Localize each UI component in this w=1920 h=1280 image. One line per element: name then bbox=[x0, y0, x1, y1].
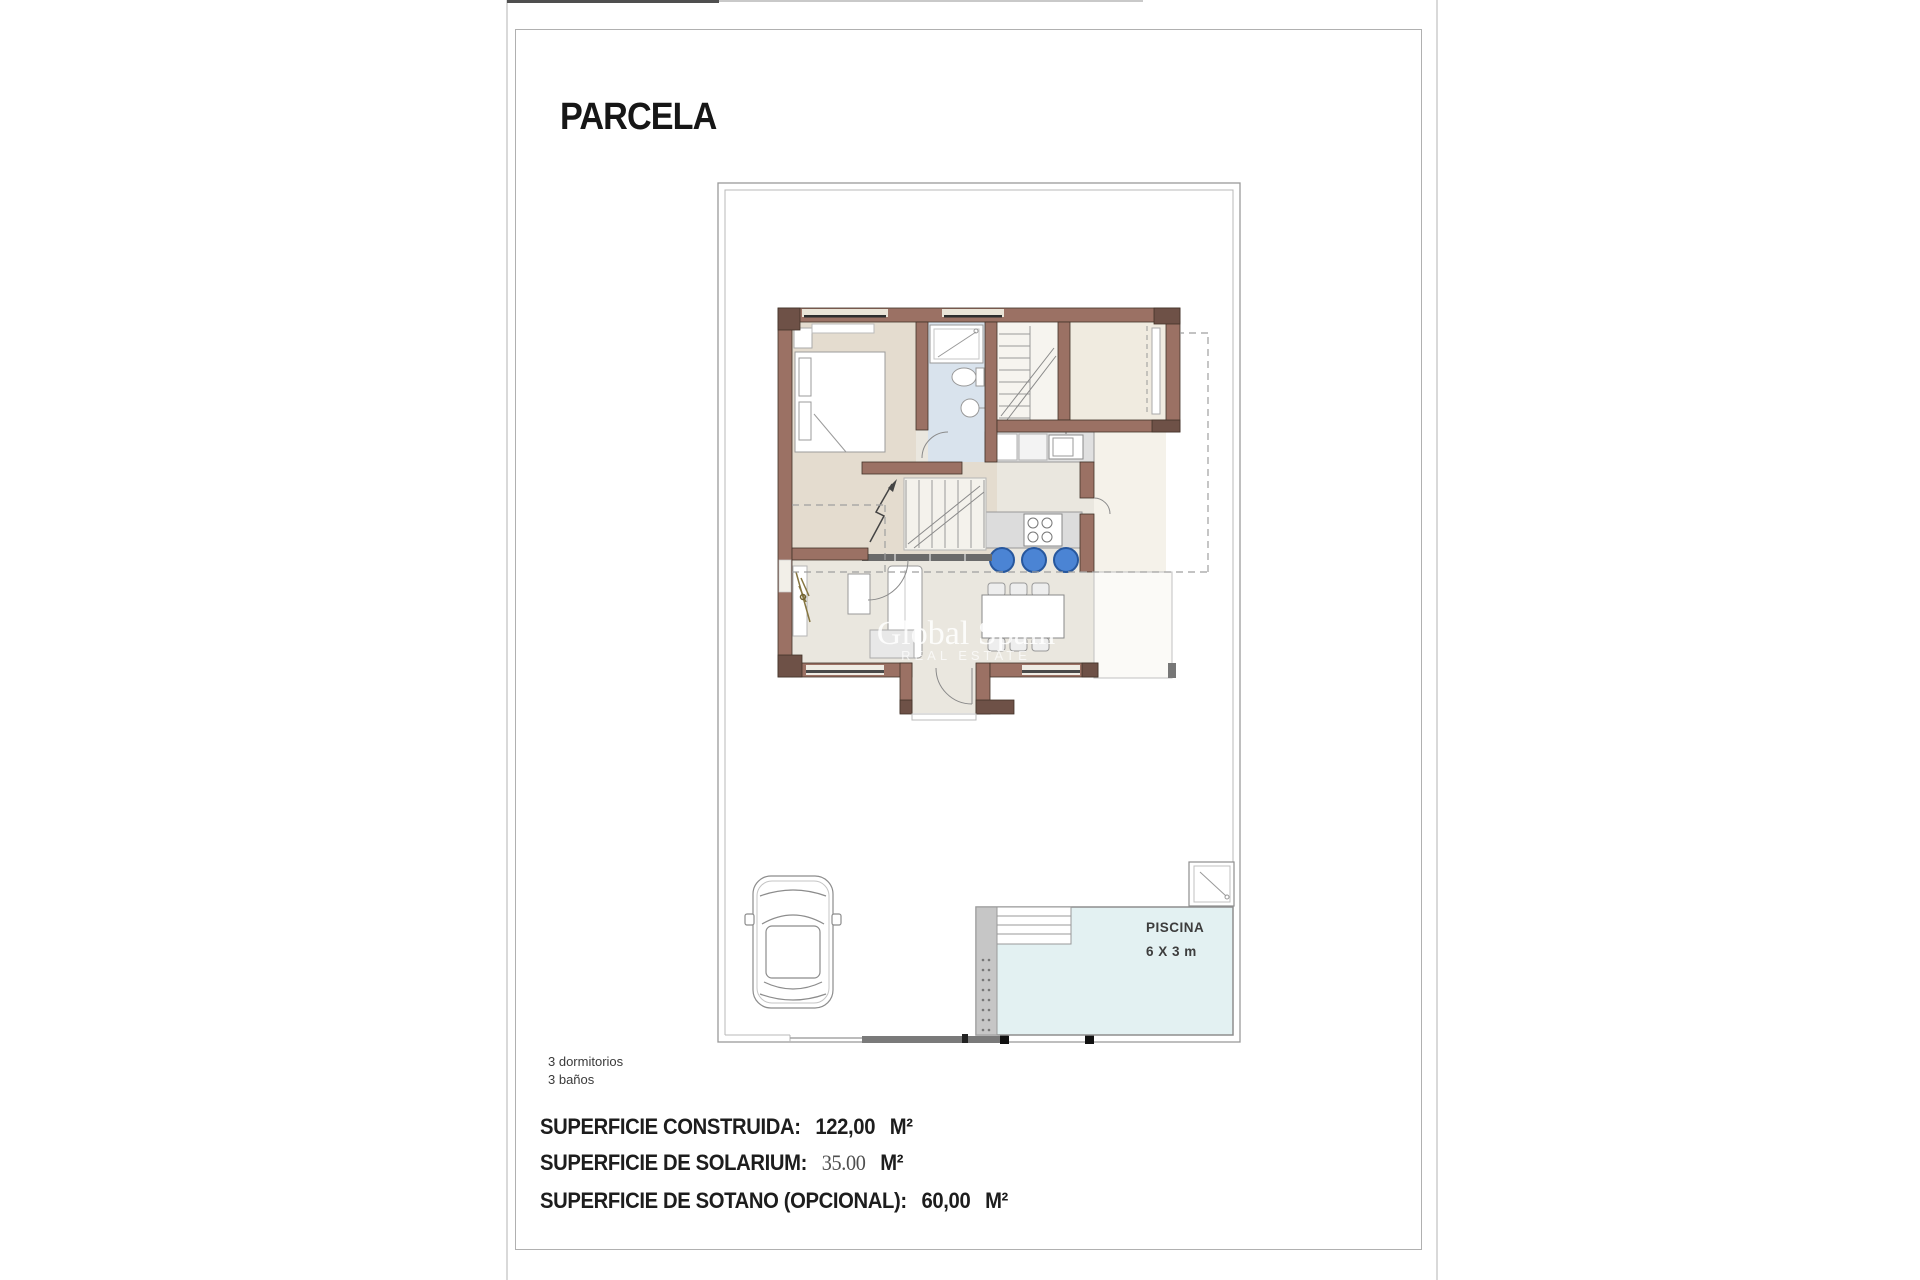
outdoor-shower bbox=[1189, 862, 1234, 906]
bar-stools bbox=[990, 548, 1078, 572]
area-unit: M² bbox=[985, 1188, 1008, 1213]
pool-label: PISCINA bbox=[1146, 920, 1205, 935]
coffee-table bbox=[848, 574, 870, 614]
area-row-sotano bbox=[540, 1188, 1008, 1214]
area-value: 60,00 bbox=[921, 1188, 971, 1213]
area-label: SUPERFICIE CONSTRUIDA: bbox=[540, 1114, 801, 1139]
bedroom-window-sill bbox=[812, 324, 874, 333]
bedroom-wardrobe bbox=[794, 328, 812, 348]
kitchen-island bbox=[985, 512, 1082, 548]
feature-bathrooms: 3 baños bbox=[548, 1072, 595, 1087]
area-label: SUPERFICIE DE SOLARIUM: bbox=[540, 1150, 808, 1175]
feature-bedrooms: 3 dormitorios bbox=[548, 1054, 624, 1069]
bedroom-bed bbox=[795, 352, 885, 452]
area-row-construida bbox=[540, 1114, 913, 1140]
bathroom-shower bbox=[930, 325, 983, 363]
area-unit: M² bbox=[880, 1150, 904, 1175]
pool-size-label: 6 X 3 m bbox=[1146, 944, 1197, 959]
watermark bbox=[877, 615, 1055, 663]
area-unit: M² bbox=[889, 1114, 913, 1139]
pool-ladder bbox=[976, 907, 997, 1035]
area-label: SUPERFICIE DE SOTANO (OPCIONAL): bbox=[540, 1188, 907, 1213]
watermark-line2: REAL ESTATE bbox=[901, 648, 1031, 663]
watermark-line1: Global Spain bbox=[876, 615, 1056, 652]
terrace-edge-post bbox=[1168, 663, 1176, 678]
area-row-solarium bbox=[540, 1150, 903, 1176]
toilet bbox=[952, 368, 984, 386]
pool bbox=[976, 907, 1233, 1035]
area-value: 35.00 bbox=[821, 1150, 866, 1175]
pool-steps bbox=[997, 907, 1071, 944]
area-value: 122,00 bbox=[815, 1114, 876, 1139]
entry-step bbox=[912, 714, 976, 720]
car bbox=[745, 876, 841, 1008]
page-title: PARCELA bbox=[560, 96, 717, 138]
